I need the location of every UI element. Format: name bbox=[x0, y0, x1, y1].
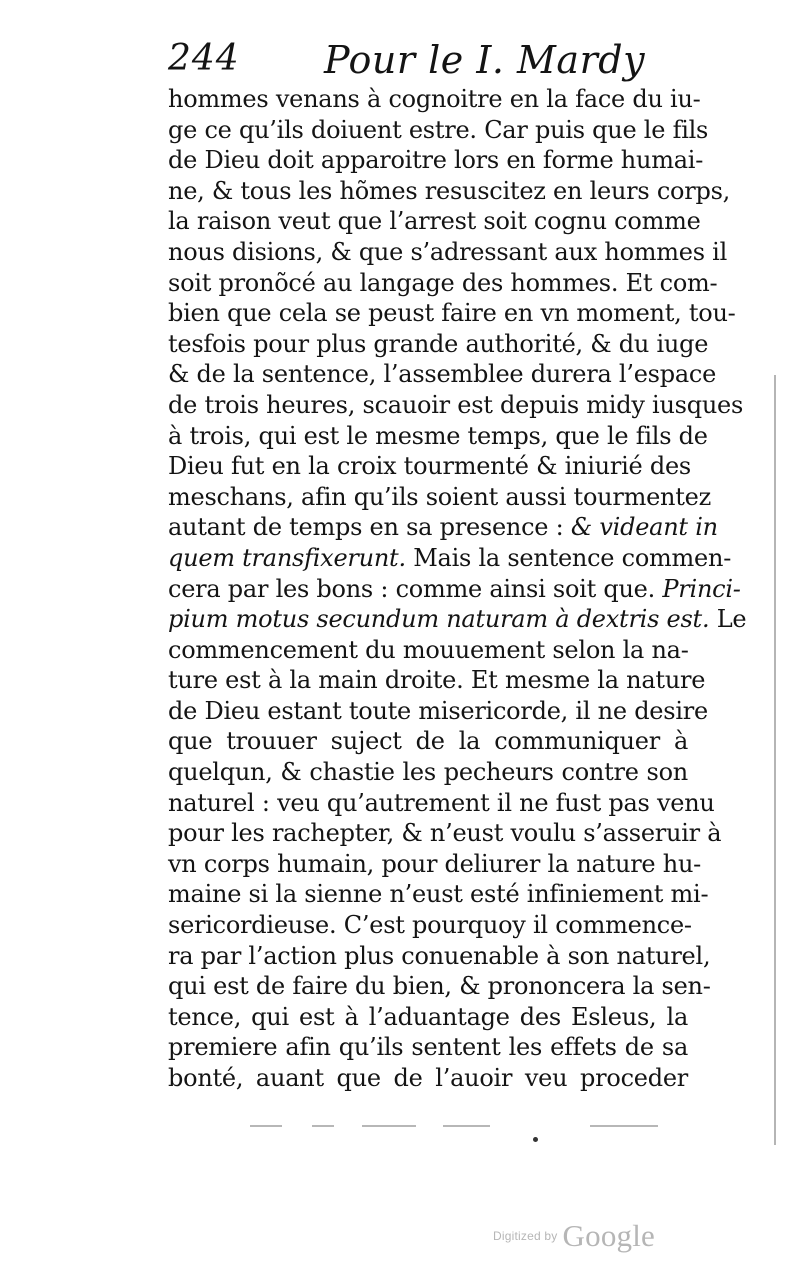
text-line: ture est à la main droite. Et mesme la nature bbox=[168, 666, 706, 695]
text-line: bonté, auant que de l’auoir veu proceder bbox=[168, 1064, 688, 1092]
google-logo: Google bbox=[562, 1218, 655, 1253]
text-line: nous disions, & que s’adressant aux hommes il bbox=[168, 237, 728, 266]
page-header bbox=[168, 38, 700, 90]
text-line: pour les rachepter, & n’eust voulu s’asseruir à bbox=[168, 819, 722, 848]
text-line: de trois heures, scauoir est depuis midy iusques bbox=[168, 390, 744, 419]
text-line: soit pronõcé au langage des hommes. Et com- bbox=[168, 268, 718, 297]
latin-quotation: & videant in bbox=[570, 513, 718, 542]
scan-edge-line bbox=[774, 375, 776, 1145]
text-line: Dieu fut en la croix tourmenté & iniurié des bbox=[168, 452, 691, 481]
text-line: tesfois pour plus grande authorité, & du iuge bbox=[168, 329, 709, 358]
faint-mark bbox=[250, 1125, 282, 1127]
text-line: premiere afin qu’ils sentent les effets de sa bbox=[168, 1033, 688, 1062]
text-line: que trouuer suject de la communiquer à bbox=[168, 727, 688, 756]
running-head: Pour le I. Mardy bbox=[324, 38, 646, 82]
latin-quotation: Princi- bbox=[662, 574, 741, 603]
text-line: ra par l’action plus conuenable à son naturel, bbox=[168, 941, 711, 970]
text-line-with-latin bbox=[168, 543, 732, 574]
text-line: tence, qui est à l’aduantage des Esleus, la bbox=[168, 1002, 688, 1031]
latin-quotation: pium motus secundum naturam à dextris est. bbox=[168, 605, 710, 634]
latin-quotation: quem transfixerunt. bbox=[168, 543, 406, 572]
text-line: meschans, afin qu’ils soient aussi tourmentez bbox=[168, 482, 711, 511]
text-line: la raison veut que l’arrest soit cognu comme bbox=[168, 207, 701, 236]
text-line: quelqun, & chastie les pecheurs contre son bbox=[168, 758, 688, 787]
faint-mark bbox=[312, 1125, 334, 1127]
digitization-watermark bbox=[493, 1218, 655, 1254]
text-line: à trois, qui est le mesme temps, que le fils de bbox=[168, 421, 708, 450]
text-line-with-latin bbox=[168, 574, 741, 605]
text-segment: Le bbox=[716, 605, 747, 634]
text-line: vn corps humain, pour deliurer la nature hu- bbox=[168, 849, 702, 878]
text-line-with-latin bbox=[168, 604, 747, 635]
page-number: 244 bbox=[168, 38, 240, 79]
text-line: ge ce qu’ils doiuent estre. Car puis que le fils bbox=[168, 115, 709, 144]
text-line: commencement du mouuement selon la na- bbox=[168, 635, 689, 664]
text-line: & de la sentence, l’assemblee durera l’espace bbox=[168, 360, 717, 389]
text-segment: autant de temps en sa presence : bbox=[168, 513, 571, 542]
text-line: hommes venans à cognoitre en la face du iu- bbox=[168, 85, 701, 113]
watermark-prefix: Digitized by bbox=[493, 1229, 558, 1243]
text-line: ne, & tous les hõmes resuscitez en leurs corps, bbox=[168, 176, 731, 205]
text-segment: Mais la sentence commen- bbox=[413, 543, 732, 572]
text-line: bien que cela se peust faire en vn moment, tou- bbox=[168, 299, 736, 328]
faint-mark bbox=[362, 1125, 416, 1127]
text-line: sericordieuse. C’est pourquoy il commence- bbox=[168, 911, 692, 940]
text-line-with-latin bbox=[168, 512, 718, 543]
text-line: naturel : veu qu’autrement il ne fust pas venu bbox=[168, 788, 715, 817]
text-segment: cera par les bons : comme ainsi soit que. bbox=[168, 574, 663, 603]
faint-mark bbox=[590, 1125, 658, 1127]
ink-dot bbox=[533, 1137, 538, 1142]
body-text bbox=[168, 84, 747, 1094]
text-line: qui est de faire du bien, & prononcera la sen- bbox=[168, 972, 711, 1001]
text-line: maine si la sienne n’eust esté infiniement mi- bbox=[168, 880, 709, 909]
text-line: de Dieu doit apparoitre lors en forme humai- bbox=[168, 146, 704, 175]
faint-mark bbox=[443, 1125, 490, 1127]
faint-footer-marks bbox=[250, 1117, 670, 1135]
text-line: de Dieu estant toute misericorde, il ne desire bbox=[168, 696, 708, 725]
